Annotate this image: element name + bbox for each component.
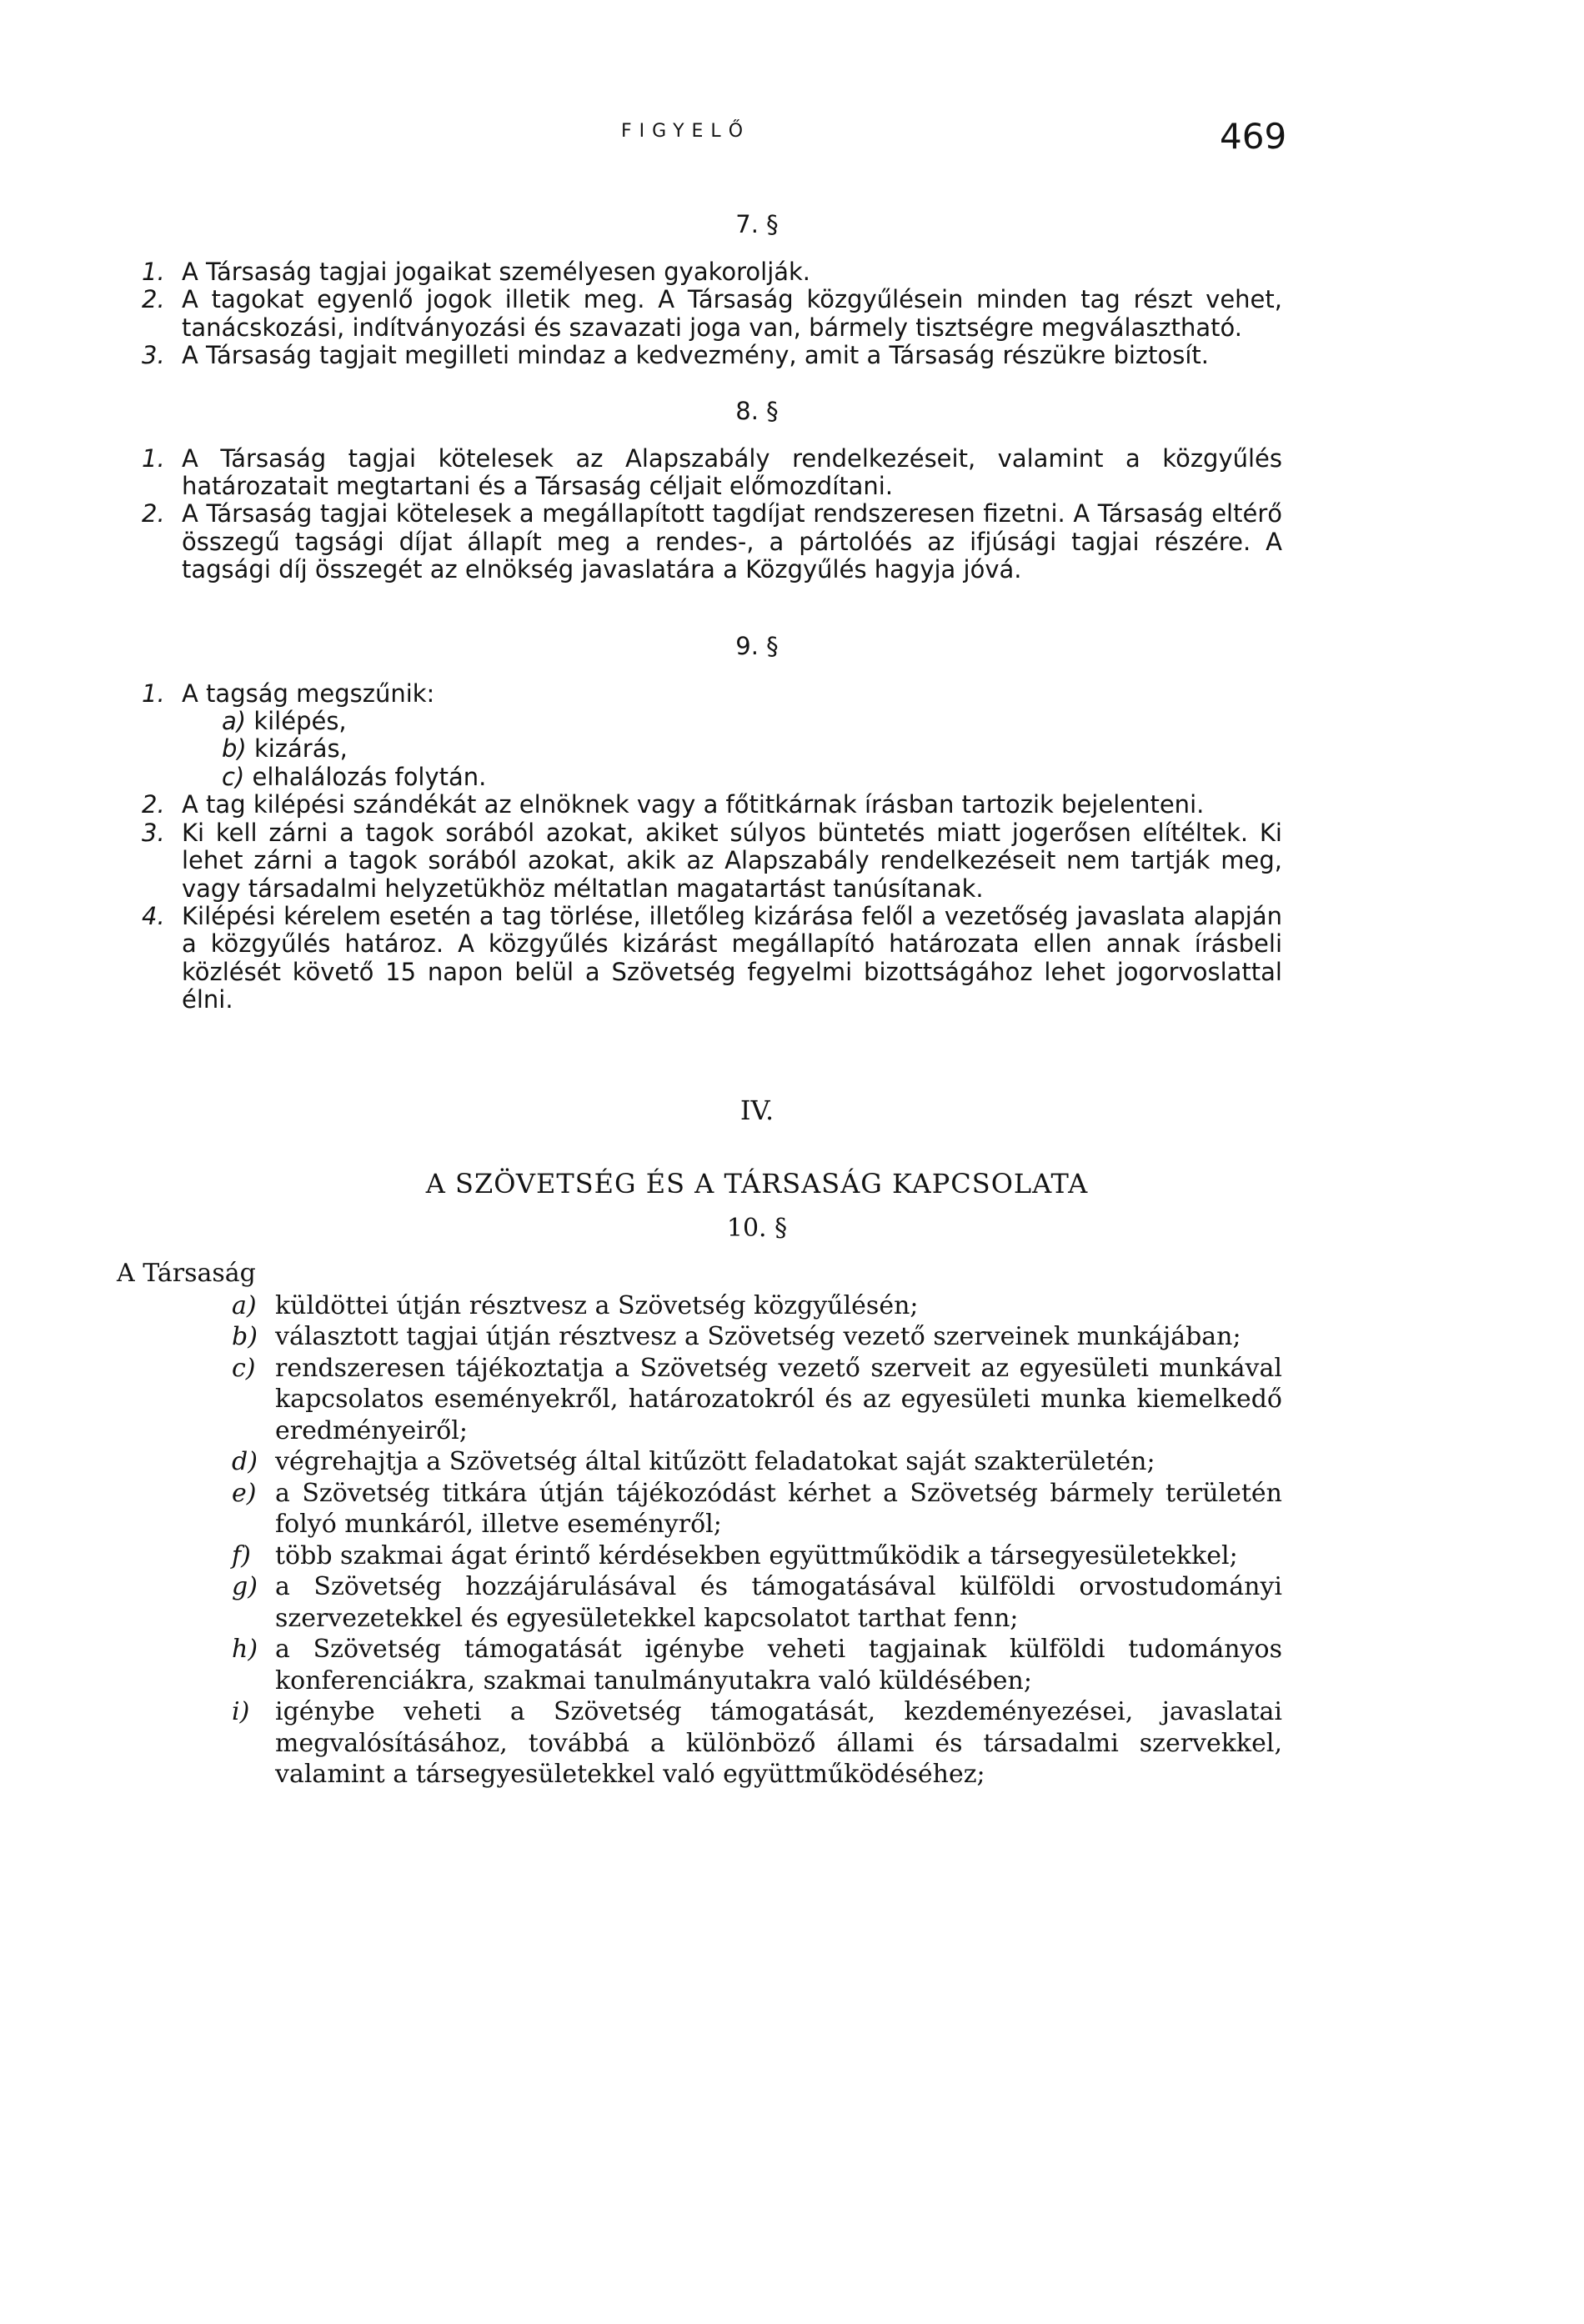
paragraph-number: 2. [142,790,165,819]
section-9-paragraph [123,903,1282,1014]
paragraph-text: A Társaság tagjait megilleti mindaz a kedvezmény, amit a Társaság részükre biztosít. [182,341,1210,370]
section-9-paragraph [123,791,1282,819]
item-marker: b) [232,1322,258,1352]
item-marker: c) [232,1353,256,1383]
paragraph-number: 2. [142,499,165,528]
item-text: kizárás, [253,734,348,764]
section-7-paragraph [123,342,1282,369]
section-10-intro: A Társaság [117,1258,256,1288]
chapter-title: A SZÖVETSÉG ÉS A TÁRSASÁG KAPCSOLATA [425,1167,1089,1200]
item-marker: a) [222,707,247,736]
society-duties-list [123,1290,1282,1791]
section-7-heading: 7. § [735,210,779,238]
item-text: kilépés, [253,707,347,736]
item-text: választott tagjai útján résztvesz a Szövetség vezető szerveinek munkájában; [275,1322,1241,1352]
section-9-paragraph [123,680,1282,708]
item-text: a Szövetség hozzájárulásával és támogatásával külföldi orvostudományi szervezetekkel és egyesületekkel kapcsolatot tarthat fenn; [275,1572,1282,1633]
list-item [232,1478,1282,1540]
paragraph-number: 3. [142,818,165,847]
paragraph-text: Kilépési kérelem esetén a tag törlése, illetőleg kizárása felől a vezetőség javaslata alapján a közgyűlés határoz. A közgyűlés kizárást megállapító határozata ellen annak írásbeli közlését követő 15 napon belül a Szövetség fegyelmi bizottságához lehet jogorvoslattal élni. [182,901,1282,1014]
item-marker: i) [232,1697,250,1727]
page-content [117,208,1282,1791]
paragraph-text: A tagokat egyenlő jogok illetik meg. A Társaság közgyűlésein minden tag részt vehet, tanácskozási, indítványozási és szavazati joga van, bármely tisztségre megválasztható. [182,285,1282,342]
item-marker: d) [232,1447,258,1477]
section-8-paragraph [123,445,1282,501]
list-item [232,1634,1282,1696]
item-marker: b) [222,734,247,764]
paragraph-text: A Társaság tagjai kötelesek az Alapszabály rendelkezéseit, valamint a közgyűlés határozatait megtartani és a Társaság céljait előmozdítani. [182,443,1282,501]
item-text: végrehajtja a Szövetség által kitűzött feladatokat saját szakterületén; [275,1447,1155,1477]
list-item [232,1571,1282,1634]
list-item [222,708,1282,735]
item-text: elhalálozás folytán. [252,762,487,791]
paragraph-text: A tag kilépési szándékát az elnöknek vagy a főtitkárnak írásban tartozik bejelenteni. [182,790,1205,819]
paragraph-number: 1. [142,443,165,473]
list-item [232,1696,1282,1791]
section-9-paragraph [123,819,1282,903]
membership-end-list [123,708,1282,791]
list-item [232,1290,1282,1322]
section-8-paragraph [123,500,1282,584]
list-item [232,1353,1282,1447]
item-text: több szakmai ágat érintő kérdésekben együttműködik a társegyesületekkel; [275,1540,1238,1570]
item-text: küldöttei útján résztvesz a Szövetség közgyűlésén; [275,1290,919,1320]
section-8-heading: 8. § [735,396,779,425]
item-text: a Szövetség támogatását igénybe veheti tagjainak külföldi tudományos konferenciákra, szakmai tanulmányutakra való küldésében; [275,1635,1282,1695]
paragraph-number: 3. [142,341,165,370]
page-header [0,116,1584,163]
paragraph-text: A Társaság tagjai kötelesek a megállapított tagdíjat rendszeresen fizetni. A Társaság eltérő összegű tagsági díjat állapít meg a rendes-, a pártolóés az ifjúsági tagjai részére. A tagsági díj összegét az elnökség javaslatára a Közgyűlés hagyja jóvá. [182,499,1282,584]
paragraph-text: A tagság megszűnik: [182,679,435,708]
section-10-heading: 10. § [726,1213,788,1243]
running-head: FIGYELŐ [621,121,751,142]
section-7-paragraph [123,258,1282,286]
paragraph-number: 1. [142,258,165,286]
list-item [232,1321,1282,1353]
list-item [232,1446,1282,1478]
item-text: rendszeresen tájékoztatja a Szövetség vezető szerveit az egyesületi munkával kapcsolatos eseményekről, határozatokról és az egyesületi munka kiemelkedő eredményeiről; [275,1353,1282,1445]
paragraph-text: A Társaság tagjai jogaikat személyesen gyakorolják. [182,258,811,286]
item-marker: f) [232,1540,251,1570]
list-item [222,764,1282,791]
item-marker: e) [232,1478,257,1508]
paragraph-number: 2. [142,285,165,314]
item-marker: c) [222,762,245,791]
section-9-heading: 9. § [735,631,779,660]
item-marker: a) [232,1290,257,1320]
item-text: a Szövetség titkára útján tájékozódást kérhet a Szövetség bármely területén folyó munkáról, illetve eseményről; [275,1478,1282,1540]
item-text: igénybe veheti a Szövetség támogatását, kezdeményezései, javaslatai megvalósításához, továbbá a különböző állami és társadalmi szervekkel, valamint a társegyesületekkel való együttműködéséhez; [275,1697,1282,1790]
section-7-paragraph [123,286,1282,342]
chapter-number: IV. [739,1094,774,1126]
paragraph-number: 4. [142,901,165,930]
list-item [232,1540,1282,1572]
paragraph-text: Ki kell zárni a tagok sorából azokat, akiket súlyos büntetés miatt jogerősen elítéltek. Ki lehet zárni a tagok sorából azokat, akik az Alapszabály rendelkezéseit nem tartják meg, vagy társadalmi helyzetükhöz méltatlan magatartást tanúsítanak. [182,818,1282,903]
paragraph-number: 1. [142,679,165,708]
item-marker: h) [232,1635,258,1665]
item-marker: g) [232,1572,258,1602]
list-item [222,735,1282,763]
page-number: 469 [1220,116,1287,157]
